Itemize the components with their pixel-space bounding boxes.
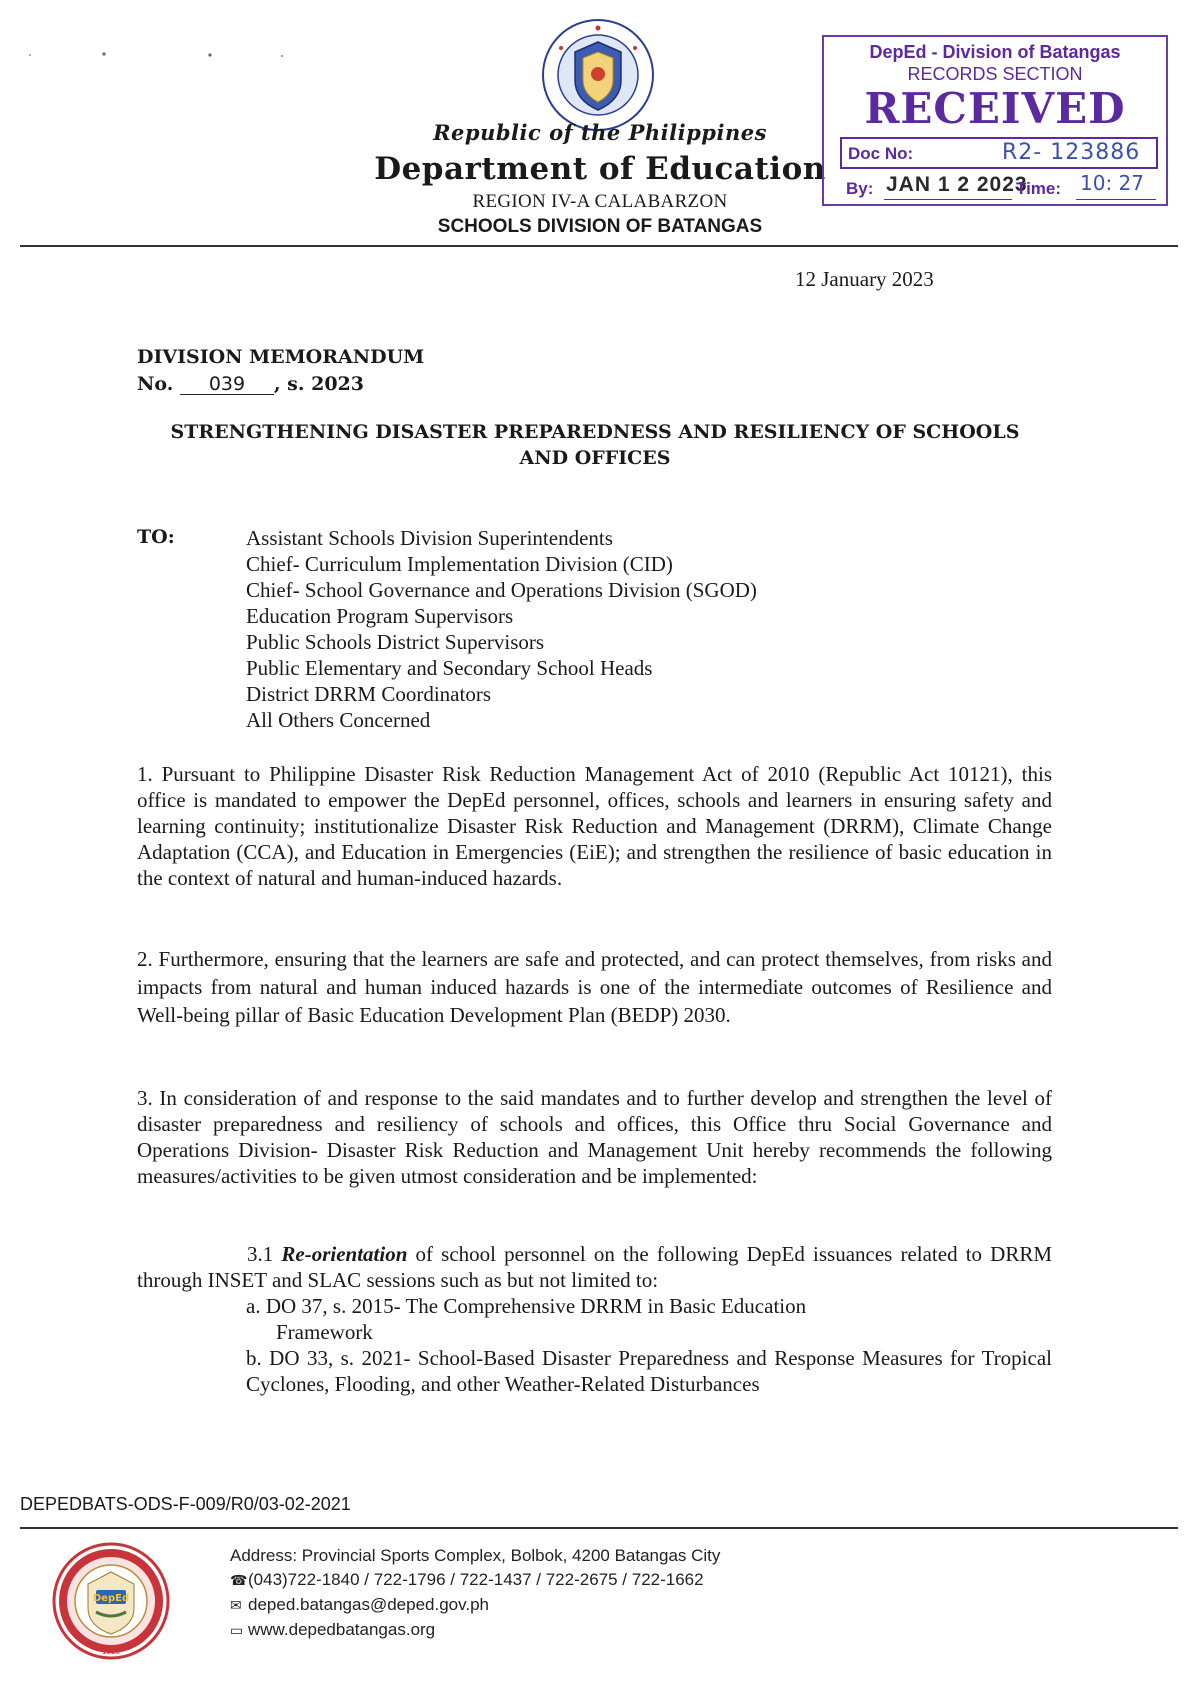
mail-icon: ✉ [230,1598,242,1614]
paragraph-3-1-emphasis: Re-orientation [281,1242,408,1266]
memo-subject [130,419,1060,471]
footer-website-line [230,1618,720,1643]
sub-item-a [246,1293,1052,1345]
department-title: Department of Education [374,151,826,187]
division-title: SCHOOLS DIVISION OF BATANGAS [437,216,763,237]
sub-item-a-line2: Framework [276,1320,373,1344]
recipient-item: District DRRM Coordinators [246,682,491,706]
memo-heading [137,344,424,398]
paragraph-3-1-text: of school personnel on the following DepEd issuances related to DRRM through INSET and SLAC sessions such as but not limited to: [137,1242,1053,1292]
recipient-item: All Others Concerned [246,708,431,732]
computer-icon: ▭ [230,1623,244,1639]
paragraph-3-1-number: 3.1 [247,1242,282,1266]
deped-seal-icon [541,18,655,132]
region-title: REGION IV-A CALABARZON [472,191,728,212]
received-stamp [822,35,1168,206]
recipient-item: Assistant Schools Division Superintendents [246,526,613,550]
stamp-office: DepEd - Division of Batangas [869,42,1121,62]
stamp-by-underline [884,199,1012,200]
memo-date: 12 January 2023 [795,267,934,291]
republic-title: Republic of the Philippines [433,120,767,145]
stamp-time-underline [1076,199,1156,200]
logo-text: DepEd [92,1593,130,1604]
stamp-doc-box [840,137,1158,169]
recipient-item: Chief- School Governance and Operations Division (SGOD) [246,578,757,602]
paragraph-3-1 [137,1241,1052,1293]
sub-item-a-line1: a. DO 37, s. 2015- The Comprehensive DRRM in Basic Education [246,1294,807,1318]
division-logo-icon [52,1542,170,1660]
paragraph-1: 1. Pursuant to Philippine Disaster Risk Reduction Management Act of 2010 (Republic Act 10121), this office is mandated to empower the DepEd personnel, offices, schools and learners in ensuring safety and learning continuity; institutionalize Disaster Risk Reduction and Management (DRRM), Climate Change Adaptation (CCA), and Education in Emergencies (EiE); and strengthen the resilience of basic education in the context of natural and human-induced hazards. [137,762,1052,890]
footer-phone: (043)722-1840 / 722-1796 / 722-1437 / 722-2675 / 722-1662 [248,1570,704,1589]
recipient-item: Education Program Supervisors [246,604,514,628]
memo-series: , s. 2023 [273,373,364,395]
recipient-list [246,525,757,733]
footer-divider [20,1527,1178,1529]
memo-subject-line2: AND OFFICES [519,447,671,469]
footer-email[interactable]: deped.batangas@deped.gov.ph [248,1595,489,1614]
paragraph-3: 3. In consideration of and response to the said mandates and to further develop and strengthen the level of disaster preparedness and resiliency of schools and offices, this Office thru Social Governance and Operations Division- Disaster Risk Reduction and Management Unit hereby recommends the following measures/activities to be given utmost consideration and be implemented: [137,1086,1052,1188]
paragraph-2: 2. Furthermore, ensuring that the learners are safe and protected, and can protect themselves, from risks and impacts from natural and human induced hazards is one of the intermediate outcomes of Resilience and Well-being pillar of Basic Education Development Plan (BEDP) 2030. [137,947,1052,1027]
phone-icon: ☎ [230,1573,248,1589]
stamp-doc-number: R2- 123886 [1002,140,1141,165]
logo-year: 1920 [102,1648,120,1656]
footer-website[interactable]: www.depedbatangas.org [248,1620,436,1639]
stamp-by-label: By: [846,179,874,198]
memo-type: DIVISION MEMORANDUM [137,346,425,368]
footer-email-line [230,1593,720,1618]
to-label: TO: [137,526,175,548]
stamp-section: RECORDS SECTION [907,64,1083,84]
form-code: DEPEDBATS-ODS-F-009/R0/03-02-2021 [20,1494,351,1514]
stamp-received-label: RECEIVED [864,84,1126,133]
footer-address: Address: Provincial Sports Complex, Bolbok, 4200 Batangas City [230,1546,721,1565]
stamp-received-time: 10: 27 [1080,171,1144,195]
footer-contact [230,1544,720,1643]
footer-phone-line [230,1568,720,1593]
recipient-item: Public Elementary and Secondary School Heads [246,656,653,680]
sub-item-b: b. DO 33, s. 2021- School-Based Disaster Preparedness and Response Measures for Tropical Cyclones, Flooding, and other Weather-Related Disturbances [246,1346,1052,1396]
stamp-time-label: Time: [1016,179,1062,198]
recipient-item: Chief- Curriculum Implementation Division (CID) [246,552,673,576]
stamp-doc-label: Doc No: [848,144,914,163]
memo-subject-line1: STRENGTHENING DISASTER PREPAREDNESS AND RESILIENCY OF SCHOOLS [170,421,1020,443]
header-divider [20,245,1178,247]
stamp-received-date: JAN 1 2 2023 [886,173,1028,196]
scan-specks [26,50,286,60]
recipient-item: Public Schools District Supervisors [246,630,545,654]
memo-number-line [137,371,424,398]
memo-number: 039 [180,374,274,395]
memo-no-label: No. [137,373,174,395]
